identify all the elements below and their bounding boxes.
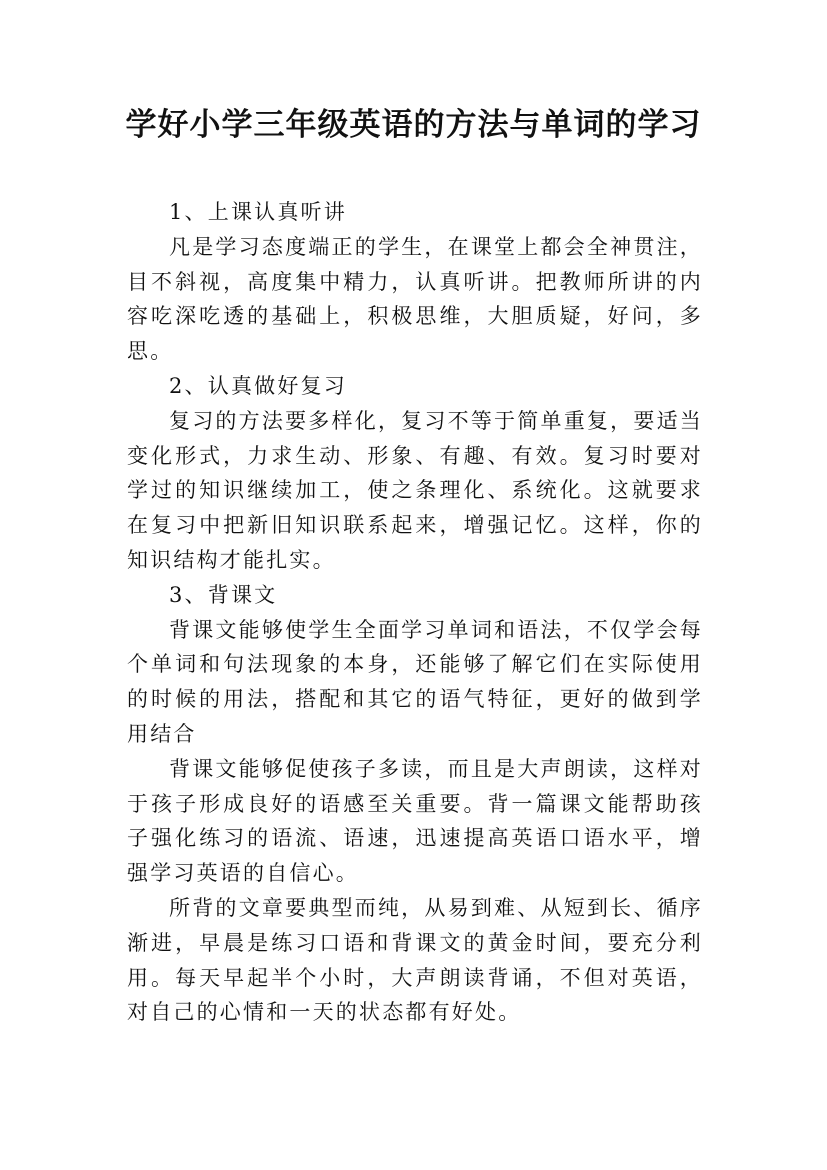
document-body bbox=[127, 195, 703, 1030]
paragraph: 背课文能够促使孩子多读，而且是大声朗读，这样对于孩子形成良好的语感至关重要。背一篇课文能帮助孩子强化练习的语流、语速，迅速提高英语口语水平，增强学习英语的自信心。 bbox=[127, 756, 703, 886]
section-heading-1: 1、上课认真听讲 bbox=[169, 200, 347, 224]
paragraph: 所背的文章要典型而纯，从易到难、从短到长、循序渐进，早晨是练习口语和背课文的黄金时间，要充分利用。每天早起半个小时，大声朗读背诵，不但对英语，对自己的心情和一天的状态都有好处。 bbox=[127, 895, 703, 1025]
section-heading-3: 3、背课文 bbox=[169, 582, 278, 607]
paragraph: 凡是学习态度端正的学生，在课堂上都会全神贯注，目不斜视，高度集中精力，认真听讲。把教师所讲的内容吃深吃透的基础上，积极思维，大胆质疑，好问，多思。 bbox=[127, 234, 703, 364]
paragraph: 复习的方法要多样化，复习不等于简单重复，要适当变化形式，力求生动、形象、有趣、有效。复习时要对学过的知识继续加工，使之条理化、系统化。这就要求在复习中把新旧知识联系起来，增强记忆。这样，你的知识结构才能扎实。 bbox=[127, 408, 703, 572]
paragraph: 背课文能够使学生全面学习单词和语法，不仅学会每个单词和句法现象的本身，还能够了解它们在实际使用的时候的用法，搭配和其它的语气特征，更好的做到学用结合 bbox=[127, 617, 703, 746]
document-title: 学好小学三年级英语的方法与单词的学习 bbox=[125, 107, 702, 143]
section-heading-2: 2、认真做好复习 bbox=[169, 373, 347, 398]
